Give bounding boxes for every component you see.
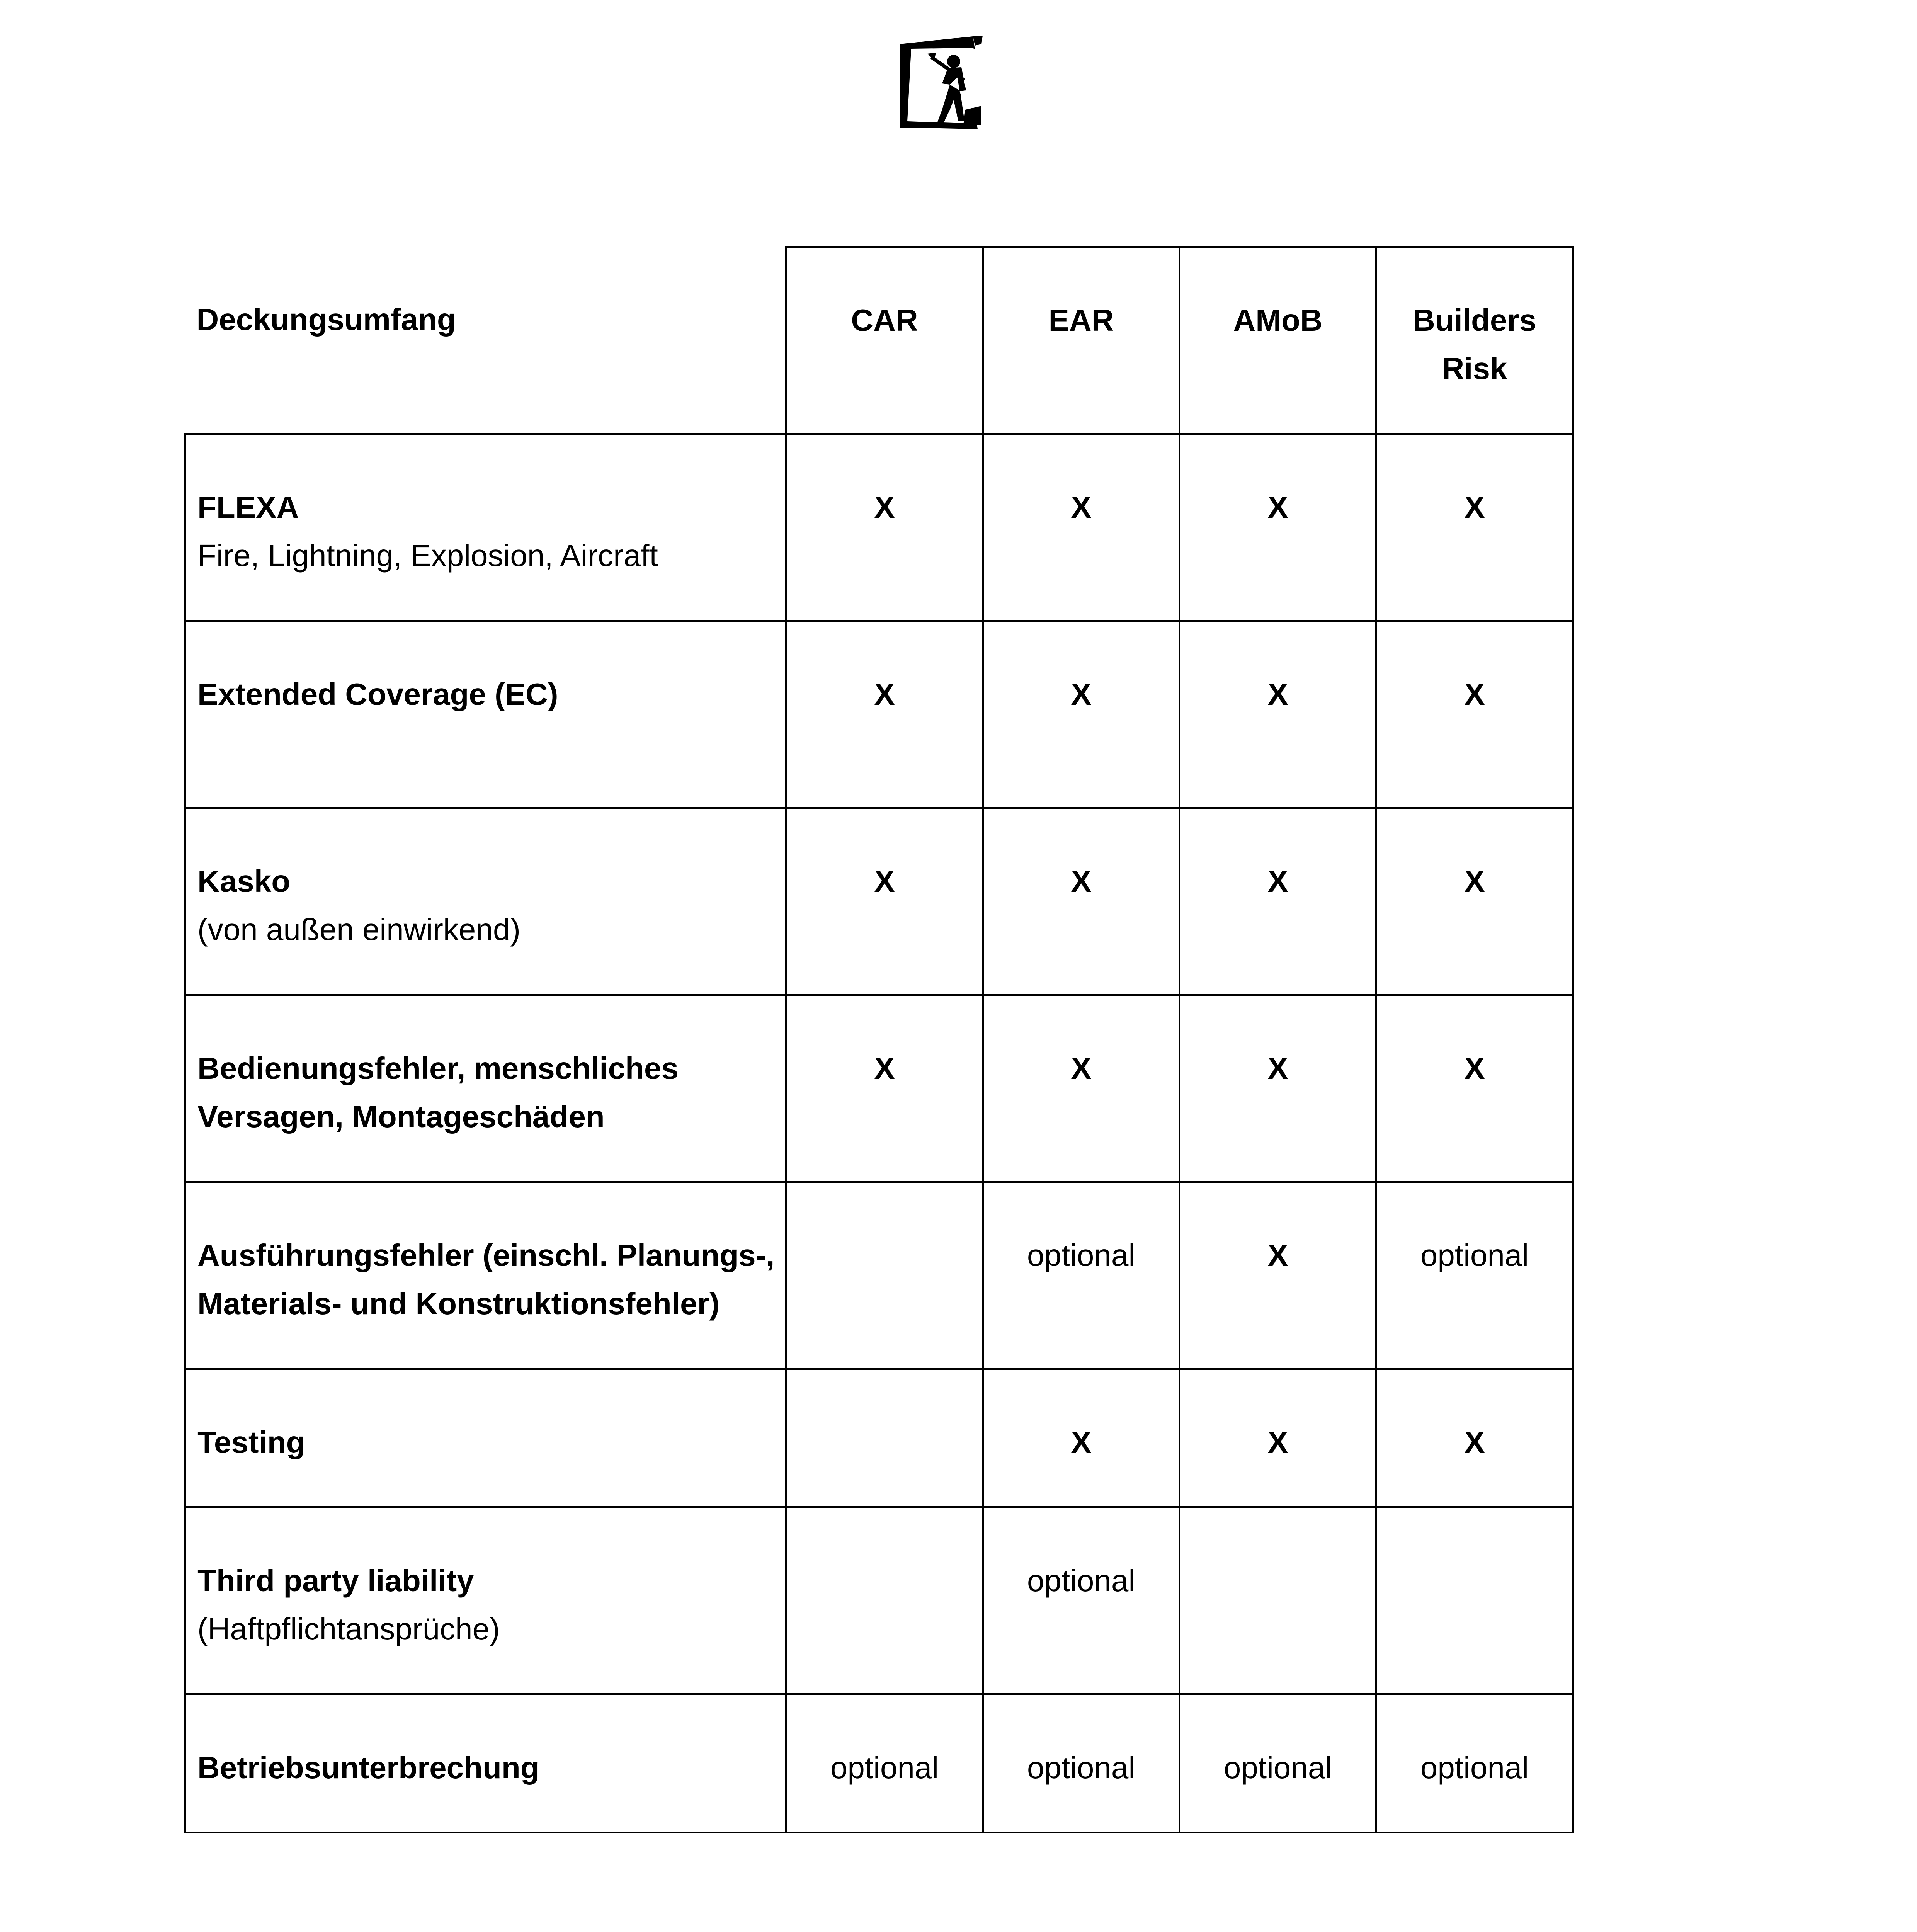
cell-amob: X [1180, 1369, 1376, 1507]
cell-builders-risk: X [1376, 995, 1573, 1182]
cell-builders-risk: optional [1376, 1182, 1573, 1369]
column-header-builders-risk: Builders Risk [1376, 247, 1573, 434]
row-title: Kasko [197, 864, 291, 898]
row-label [185, 1182, 786, 1369]
row-title: FLEXA [197, 490, 299, 524]
cell-ear: optional [983, 1507, 1180, 1694]
column-header-coverage: Deckungsumfang [185, 247, 786, 434]
cell-builders-risk: X [1376, 621, 1573, 808]
table-header-row [185, 247, 1573, 434]
cell-amob: X [1180, 995, 1376, 1182]
table-row [185, 434, 1573, 621]
row-title: Ausführungsfehler (einschl. Planungs-, Materials- und Konstruktionsfehler) [197, 1238, 775, 1321]
row-label [185, 1694, 786, 1833]
miner-pickaxe-logo [896, 32, 985, 129]
row-label [185, 434, 786, 621]
table-row [185, 1369, 1573, 1507]
row-subtitle: (Haftpflichtansprüche) [197, 1612, 500, 1646]
cell-ear: X [983, 434, 1180, 621]
cell-amob: X [1180, 434, 1376, 621]
row-title: Bedienungsfehler, menschliches Versagen, Montageschäden [197, 1051, 679, 1134]
cell-builders-risk: X [1376, 808, 1573, 995]
table-row [185, 995, 1573, 1182]
table-row [185, 1694, 1573, 1833]
column-header-amob: AMoB [1180, 247, 1376, 434]
cell-car [786, 1182, 983, 1369]
coverage-table [184, 246, 1574, 1833]
cell-car [786, 1507, 983, 1694]
cell-ear: X [983, 995, 1180, 1182]
cell-builders-risk: X [1376, 434, 1573, 621]
row-title: Third party liability [197, 1563, 474, 1598]
row-title: Betriebsunterbrechung [197, 1750, 539, 1785]
row-label [185, 1507, 786, 1694]
row-title: Extended Coverage (EC) [197, 677, 558, 711]
cell-car: X [786, 434, 983, 621]
cell-amob: X [1180, 621, 1376, 808]
table-row [185, 808, 1573, 995]
cell-ear: X [983, 808, 1180, 995]
cell-ear: optional [983, 1694, 1180, 1833]
row-label [185, 621, 786, 808]
cell-amob [1180, 1507, 1376, 1694]
table-row [185, 621, 1573, 808]
cell-car: X [786, 995, 983, 1182]
cell-ear: X [983, 1369, 1180, 1507]
cell-builders-risk [1376, 1507, 1573, 1694]
row-label [185, 808, 786, 995]
column-header-car: CAR [786, 247, 983, 434]
row-title: Testing [197, 1425, 305, 1459]
cell-builders-risk: X [1376, 1369, 1573, 1507]
cell-car: X [786, 808, 983, 995]
cell-car [786, 1369, 983, 1507]
cell-amob: X [1180, 1182, 1376, 1369]
column-header-ear: EAR [983, 247, 1180, 434]
table-row [185, 1507, 1573, 1694]
cell-car: optional [786, 1694, 983, 1833]
table-row [185, 1182, 1573, 1369]
cell-amob: optional [1180, 1694, 1376, 1833]
cell-builders-risk: optional [1376, 1694, 1573, 1833]
cell-ear: optional [983, 1182, 1180, 1369]
cell-ear: X [983, 621, 1180, 808]
row-label [185, 1369, 786, 1507]
row-subtitle: (von außen einwirkend) [197, 912, 520, 947]
cell-car: X [786, 621, 983, 808]
cell-amob: X [1180, 808, 1376, 995]
row-label [185, 995, 786, 1182]
row-subtitle: Fire, Lightning, Explosion, Aircraft [197, 538, 658, 573]
